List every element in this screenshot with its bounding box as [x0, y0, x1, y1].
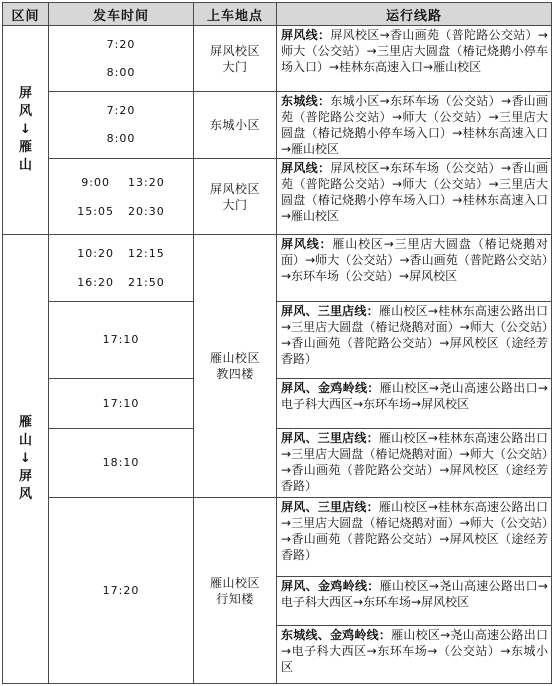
departure-time-cell: 18:10 [48, 428, 194, 498]
departure-time-cell: 17:10 [48, 301, 194, 379]
route-cell: 屏风、三里店线：雁山校区→桂林东高速公路出口→三里店大圆盘（椿记烧鹅对面）→师大（公交站）→香山画苑（普陀路公交站）→屏风校区（途经芳香路） [276, 497, 552, 577]
departure-time-cell: 9:00 13:20 15:05 20:30 [48, 158, 194, 235]
route-cell: 屏风、金鸡岭线：雁山校区→尧山高速公路出口→电子科大西区→东环车场→屏风校区 [276, 576, 552, 626]
route-cell: 屏风线：屏风校区→香山画苑（普陀路公交站）→师大（公交站）→三里店大圆盘（椿记烧鹅小停车场入口）→桂林东高速入口→雁山校区 [276, 25, 552, 92]
route-cell: 屏风、三里店线：雁山校区→桂林东高速公路出口→三里店大圆盘（椿记烧鹅对面）→师大（公交站）→香山画苑（普陀路公交站）→屏风校区（途经芳香路） [276, 428, 552, 498]
boarding-place-cell: 雁山校区 行知楼 [193, 497, 277, 684]
route-cell: 屏风、金鸡岭线：雁山校区→尧山高速公路出口→电子科大西区→东环车场→屏风校区 [276, 378, 552, 429]
departure-time-cell: 17:10 [48, 378, 194, 429]
departure-time-cell: 7:20 8:00 [48, 25, 194, 92]
route-cell: 东城线：东城小区→东环车场（公交站）→香山画苑（普陀路公交站）→师大（公交站）→三里店大圆盘（椿记烧鹅小停车场入口）→桂林东高速入口→雁山校区 [276, 91, 552, 159]
departure-time-cell: 10:20 12:15 16:20 21:50 [48, 234, 194, 302]
header-departure-time: 发车时间 [48, 2, 194, 26]
departure-time-cell: 17:20 [48, 497, 194, 684]
boarding-place-cell: 屏风校区 大门 [193, 25, 277, 92]
route-cell: 东城线、金鸡岭线：雁山校区→尧山高速公路出口→电子科大西区→东环车场→（公交站）→东城小区 [276, 625, 552, 684]
departure-time-cell: 7:20 8:00 [48, 91, 194, 159]
zone-yanshan-to-pingfeng: 雁 山 ↓ 屏 风 [2, 234, 49, 684]
route-cell: 屏风线：雁山校区→三里店大圆盘（椿记烧鹅对面）→师大（公交站）→香山画苑（普陀路公交站）→东环车场（公交站）→屏风校区 [276, 234, 552, 302]
boarding-place-cell: 东城小区 [193, 91, 277, 159]
route-cell: 屏风线：屏风校区→东环车场（公交站）→香山画苑（普陀路公交站）→师大（公交站）→三里店大圆盘（椿记烧鹅小停车场入口）→桂林东高速入口→雁山校区 [276, 158, 552, 235]
boarding-place-cell: 雁山校区 教四楼 [193, 234, 277, 498]
header-route: 运行线路 [276, 2, 552, 26]
header-boarding-place: 上车地点 [193, 2, 277, 26]
route-cell: 屏风、三里店线：雁山校区→桂林东高速公路出口→三里店大圆盘（椿记烧鹅对面）→师大（公交站）→香山画苑（普陀路公交站）→屏风校区（途经芳香路） [276, 301, 552, 379]
header-zone: 区间 [2, 2, 49, 26]
boarding-place-cell: 屏风校区 大门 [193, 158, 277, 235]
zone-pingfeng-to-yanshan: 屏 风 ↓ 雁 山 [2, 25, 49, 235]
